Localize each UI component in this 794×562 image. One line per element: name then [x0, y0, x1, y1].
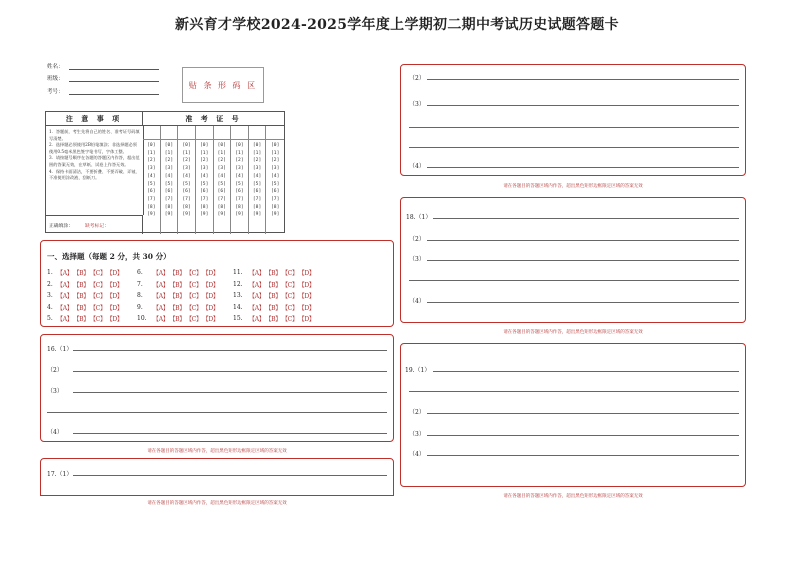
q18-part1-label: 18.（1） [406, 214, 432, 221]
page-title: 新兴育才学校2024-2025学年度上学期初二期中考试历史试题答题卡 [175, 17, 619, 33]
exam-id-digit-bubble[interactable]: [0] [235, 143, 244, 148]
exam-id-write-cell[interactable] [143, 126, 160, 140]
exam-id-digit-bubble[interactable]: [3] [182, 166, 191, 172]
notes-list [49, 129, 141, 182]
choice-option-bubble[interactable]: 【D】 [298, 270, 315, 277]
answer-area-warning: 请在各题目的答题区域内作答，超出黑色矩形边框限定区域的答案无效 [503, 494, 643, 499]
exam-id-column [266, 126, 284, 234]
exam-id-digit-bubble[interactable]: [4] [164, 173, 174, 179]
choice-option-bubble[interactable]: 【B】 [169, 281, 185, 289]
choice-option-bubble[interactable]: 【D】 [106, 316, 123, 323]
choice-question-number: 5. [47, 315, 53, 322]
exam-id-digit-bubble[interactable]: [2] [235, 158, 244, 164]
choice-option-bubble[interactable]: 【D】 [106, 304, 123, 312]
choice-grid [47, 268, 387, 324]
name-line[interactable] [69, 64, 159, 70]
exam-number-label: 考号： [47, 89, 64, 95]
exam-id-digit-list [178, 140, 195, 219]
choice-option-bubble[interactable]: 【D】 [106, 270, 123, 277]
exam-id-digit-bubble[interactable]: [4] [200, 173, 209, 179]
answer-area-warning: 请在各题目的答题区域内作答，超出黑色矩形边框限定区域的答案无效 [503, 184, 643, 189]
choice-option-bubble[interactable]: 【C】 [89, 304, 106, 312]
choice-question-row [137, 280, 220, 289]
exam-id-write-cell[interactable] [161, 126, 178, 140]
q16-part4-label: （4） [47, 429, 63, 436]
choice-option-bubble[interactable]: 【D】 [202, 304, 219, 312]
choice-question-row [233, 280, 316, 289]
exam-id-digit-bubble[interactable]: [3] [252, 166, 262, 172]
note-item: 4．保持卡面清洁，不要折叠、不要弄破、弄皱，不准使用涂改液、刮纸刀。 [49, 168, 140, 181]
choice-question-number: 15. [233, 315, 243, 322]
exam-id-digit-bubble[interactable]: [9] [252, 212, 262, 218]
exam-id-digit-bubble[interactable]: [8] [164, 204, 174, 210]
q17-part1-label: 17.（1） [47, 471, 73, 478]
exam-id-digit-bubble[interactable]: [8] [235, 204, 244, 210]
q17-part2-line[interactable] [427, 79, 739, 80]
exam-id-digit-bubble[interactable]: [4] [182, 173, 191, 179]
exam-id-column [178, 126, 196, 234]
choice-option-bubble[interactable]: 【A】 [153, 270, 169, 277]
choice-option-bubble[interactable]: 【C】 [281, 293, 298, 300]
choice-option-bubble[interactable]: 【D】 [298, 316, 315, 323]
exam-id-digit-bubble[interactable]: [2] [217, 158, 226, 164]
exam-id-digit-bubble[interactable]: [2] [182, 158, 191, 164]
q19-part3-line[interactable] [427, 435, 739, 436]
barcode-label: 贴 条 形 码 区 [188, 80, 258, 90]
exam-id-digit-bubble[interactable]: [9] [271, 212, 280, 218]
exam-id-digit-bubble[interactable]: [7] [164, 196, 174, 202]
question-18-box [400, 197, 746, 323]
exam-id-digit-bubble[interactable]: [6] [217, 189, 226, 195]
q17-part3-line[interactable] [427, 105, 739, 106]
question-19-box [400, 343, 746, 487]
exam-id-column [214, 126, 232, 234]
choice-option-bubble[interactable]: 【C】 [89, 270, 106, 277]
q19-part4-label: （4） [409, 451, 425, 458]
exam-id-digit-bubble[interactable]: [6] [271, 189, 280, 195]
choice-option-bubble[interactable]: 【C】 [185, 293, 202, 300]
choice-option-bubble[interactable]: 【D】 [298, 293, 315, 300]
answer-area-warning: 请在各题目的答题区域内作答，超出黑色矩形边框限定区域的答案无效 [147, 449, 287, 454]
choice-option-bubble[interactable]: 【B】 [265, 316, 281, 323]
exam-id-digit-bubble[interactable]: [3] [235, 166, 244, 172]
exam-id-digit-bubble[interactable]: [7] [235, 196, 244, 202]
exam-id-digit-bubble[interactable]: [2] [164, 158, 174, 164]
choice-option-bubble[interactable]: 【B】 [265, 281, 281, 289]
exam-id-write-cell[interactable] [249, 126, 266, 140]
exam-id-digit-bubble[interactable]: [4] [217, 173, 226, 179]
q19-part1-line[interactable] [433, 371, 739, 372]
exam-id-digit-bubble[interactable]: [6] [252, 189, 262, 195]
answer-area-warning: 请在各题目的答题区域内作答，超出黑色矩形边框限定区域的答案无效 [503, 330, 643, 335]
exam-id-digit-bubble[interactable]: [0] [271, 143, 280, 148]
choice-question-number: 1. [47, 269, 53, 276]
choice-question-number: 11. [233, 269, 243, 276]
choice-option-bubble[interactable]: 【B】 [73, 316, 89, 323]
choice-option-bubble[interactable]: 【A】 [57, 293, 73, 300]
choice-option-bubble[interactable]: 【C】 [185, 270, 202, 277]
choice-option-bubble[interactable]: 【A】 [249, 293, 265, 300]
q17-part2-label: （2） [409, 75, 425, 82]
choice-question-number: 13. [233, 292, 243, 299]
exam-id-digit-bubble[interactable]: [1] [217, 150, 226, 156]
choice-question-row [137, 268, 220, 277]
exam-id-digit-bubble[interactable]: [1] [182, 150, 191, 156]
exam-number-field[interactable] [47, 87, 159, 95]
exam-id-write-cell[interactable] [196, 126, 213, 140]
choice-option-bubble[interactable]: 【D】 [202, 270, 219, 277]
answer-area-warning: 请在各题目的答题区域内作答，超出黑色矩形边框限定区域的答案无效 [147, 501, 287, 506]
choice-option-bubble[interactable]: 【B】 [73, 281, 89, 289]
q18-part3-label: （3） [409, 256, 425, 263]
choice-question-row [233, 291, 316, 300]
exam-id-digit-bubble[interactable]: [6] [200, 189, 209, 195]
exam-id-digit-bubble[interactable]: [7] [200, 196, 209, 202]
choice-option-bubble[interactable]: 【A】 [57, 316, 73, 323]
choice-question-number: 10. [137, 315, 147, 322]
note-item: 1．答题前，考生先将自己的姓名、准考证号码填写清楚。 [49, 129, 140, 141]
exam-number-line[interactable] [69, 89, 159, 95]
choice-question-row [47, 314, 124, 323]
exam-id-write-cell[interactable] [266, 126, 284, 140]
choice-option-bubble[interactable]: 【A】 [249, 270, 265, 277]
q19-part3-label: （3） [409, 431, 425, 438]
q17-part4-line[interactable] [427, 167, 739, 168]
choice-question-row [137, 291, 220, 300]
choice-question-row [47, 291, 124, 300]
exam-id-digit-bubble[interactable]: [0] [164, 143, 174, 148]
exam-id-digit-list [214, 140, 231, 219]
choice-question-row [47, 303, 124, 312]
exam-id-digit-bubble[interactable]: [7] [252, 196, 262, 202]
choice-section [40, 240, 394, 327]
exam-id-digit-bubble[interactable]: [3] [147, 166, 156, 172]
q17-part4-label: （4） [409, 163, 425, 170]
exam-id-digit-bubble[interactable]: [5] [217, 181, 226, 187]
choice-option-bubble[interactable]: 【A】 [57, 270, 73, 277]
exam-id-digit-bubble[interactable]: [5] [200, 181, 209, 187]
choice-option-bubble[interactable]: 【C】 [185, 304, 202, 312]
question-16-box [40, 334, 394, 442]
exam-id-column [231, 126, 249, 234]
choice-option-bubble[interactable]: 【A】 [153, 281, 169, 289]
choice-question-row [233, 314, 316, 323]
q18-part2-line[interactable] [427, 240, 739, 241]
choice-question-number: 7. [137, 280, 143, 288]
q16-part2-line[interactable] [73, 371, 387, 372]
choice-option-bubble[interactable]: 【C】 [281, 270, 298, 277]
choice-option-bubble[interactable]: 【D】 [106, 293, 123, 300]
question-17-box [40, 458, 394, 496]
choice-option-bubble[interactable]: 【A】 [57, 304, 73, 312]
exam-id-digit-bubble[interactable]: [8] [271, 204, 280, 210]
choice-option-bubble[interactable]: 【C】 [281, 304, 298, 312]
exam-id-digit-bubble[interactable]: [7] [217, 196, 226, 202]
choice-option-bubble[interactable]: 【D】 [202, 316, 219, 323]
choice-option-bubble[interactable]: 【D】 [298, 304, 315, 312]
choice-option-bubble[interactable]: 【B】 [265, 304, 281, 312]
exam-id-digit-bubble[interactable]: [0] [182, 143, 191, 148]
correct-fill-label: 正确填涂： [49, 223, 73, 229]
q19-extra-line[interactable] [409, 391, 739, 392]
exam-id-write-cell[interactable] [214, 126, 231, 140]
choice-option-bubble[interactable]: 【B】 [73, 304, 89, 312]
choice-option-bubble[interactable]: 【A】 [249, 281, 265, 289]
q18-part1-line[interactable] [433, 218, 739, 219]
choice-option-bubble[interactable]: 【D】 [106, 281, 123, 289]
note-item: 2．选择题必须使用2B铅笔填涂；非选择题必须使用0.5毫米黑色签字笔书写，字体工整。 [49, 142, 137, 154]
q17-part1-line[interactable] [73, 475, 387, 476]
exam-id-digit-bubble[interactable]: [0] [252, 143, 262, 148]
exam-id-digit-list [249, 140, 266, 219]
choice-option-bubble[interactable]: 【B】 [169, 304, 185, 312]
exam-id-digit-bubble[interactable]: [8] [217, 204, 226, 210]
choice-option-bubble[interactable]: 【A】 [249, 304, 265, 312]
choice-option-bubble[interactable]: 【B】 [169, 316, 185, 323]
q18-extra-line[interactable] [409, 280, 739, 281]
exam-id-digit-bubble[interactable]: [9] [200, 212, 209, 218]
exam-id-digit-bubble[interactable]: [3] [164, 166, 174, 172]
choice-option-bubble[interactable]: 【A】 [57, 281, 73, 289]
choice-question-row [137, 303, 220, 312]
exam-id-digit-bubble[interactable]: [9] [182, 212, 191, 218]
exam-id-digit-bubble[interactable]: [0] [217, 143, 226, 148]
q16-part4-line[interactable] [73, 433, 387, 434]
exam-id-digit-bubble[interactable]: [2] [200, 158, 209, 164]
choice-option-bubble[interactable]: 【C】 [185, 281, 202, 289]
exam-id-digit-bubble[interactable]: [4] [271, 173, 280, 179]
choice-option-bubble[interactable]: 【C】 [89, 316, 106, 323]
choice-question-row [233, 303, 316, 312]
exam-id-digit-bubble[interactable]: [6] [182, 189, 191, 195]
choice-option-bubble[interactable]: 【B】 [265, 293, 281, 300]
choice-option-bubble[interactable]: 【B】 [169, 293, 185, 300]
class-field[interactable] [47, 74, 159, 82]
notes-heading: 注 意 事 项 [46, 112, 143, 126]
exam-id-digit-list [231, 140, 248, 219]
choice-question-number: 6. [137, 269, 143, 276]
q16-part1-label: 16.（1） [47, 346, 73, 353]
exam-id-column [196, 126, 214, 234]
exam-id-digit-bubble[interactable]: [1] [235, 150, 244, 156]
q16-extra-line[interactable] [47, 412, 387, 413]
exam-id-digit-bubble[interactable]: [2] [252, 158, 262, 164]
exam-id-digit-bubble[interactable]: [3] [200, 166, 209, 172]
exam-id-digit-list [143, 140, 160, 219]
q16-part2-label: （2） [47, 367, 63, 374]
exam-id-write-cell[interactable] [231, 126, 248, 140]
choice-question-number: 3. [47, 292, 53, 299]
q18-part4-label: （4） [409, 298, 425, 305]
exam-id-digit-bubble[interactable]: [5] [235, 181, 244, 187]
q18-part2-label: （2） [409, 236, 425, 243]
exam-id-digit-bubble[interactable]: [0] [147, 143, 156, 148]
exam-id-digit-list [266, 140, 284, 219]
q19-part4-line[interactable] [427, 455, 739, 456]
exam-id-digit-bubble[interactable]: [9] [147, 212, 156, 218]
q19-part2-line[interactable] [427, 413, 739, 414]
q16-part3-line[interactable] [73, 392, 387, 393]
q17-extra-line[interactable] [409, 127, 739, 128]
exam-id-digit-bubble[interactable]: [3] [271, 166, 280, 172]
choice-option-bubble[interactable]: 【C】 [89, 293, 106, 300]
choice-option-bubble[interactable]: 【C】 [89, 281, 106, 289]
choice-option-bubble[interactable]: 【C】 [281, 281, 298, 289]
choice-question-row [47, 268, 124, 277]
exam-id-digit-bubble[interactable]: [6] [147, 189, 156, 195]
notes-and-id-box [45, 111, 285, 233]
q19-part2-label: （2） [409, 409, 425, 416]
choice-option-bubble[interactable]: 【A】 [249, 316, 265, 323]
exam-id-digit-bubble[interactable]: [1] [271, 150, 280, 156]
choice-option-bubble[interactable]: 【C】 [185, 316, 202, 323]
exam-id-digit-bubble[interactable]: [5] [164, 181, 174, 187]
q17-extra-line[interactable] [409, 147, 739, 148]
exam-id-digit-bubble[interactable]: [5] [182, 181, 191, 187]
exam-id-digit-bubble[interactable]: [8] [200, 204, 209, 210]
exam-id-digit-bubble[interactable]: [8] [252, 204, 262, 210]
choice-question-row [137, 314, 220, 323]
exam-id-digit-list [196, 140, 213, 219]
choice-question-number: 14. [233, 303, 243, 311]
choice-section-title: 一、选择题（每题 2 分，共 30 分） [47, 252, 171, 261]
fill-example [46, 215, 143, 234]
name-field[interactable] [47, 62, 159, 70]
choice-option-bubble[interactable]: 【A】 [153, 304, 169, 312]
choice-option-bubble[interactable]: 【C】 [281, 316, 298, 323]
exam-id-digit-bubble[interactable]: [4] [147, 173, 156, 179]
choice-question-number: 2. [47, 280, 53, 288]
exam-id-digit-bubble[interactable]: [7] [182, 196, 191, 202]
exam-id-column [143, 126, 161, 234]
exam-id-digit-bubble[interactable]: [1] [147, 150, 156, 156]
choice-option-bubble[interactable]: 【A】 [153, 293, 169, 300]
exam-id-digit-bubble[interactable]: [9] [235, 212, 244, 218]
exam-id-grid [143, 126, 284, 234]
exam-id-digit-bubble[interactable]: [7] [147, 196, 156, 202]
q18-part3-line[interactable] [427, 260, 739, 261]
choice-question-row [47, 280, 124, 289]
choice-option-bubble[interactable]: 【B】 [169, 270, 185, 277]
exam-id-digit-bubble[interactable]: [3] [217, 166, 226, 172]
exam-id-column [161, 126, 179, 234]
class-line[interactable] [69, 76, 159, 82]
choice-option-bubble[interactable]: 【D】 [298, 281, 315, 289]
choice-option-bubble[interactable]: 【B】 [73, 293, 89, 300]
class-label: 班级： [47, 76, 64, 82]
q17-part3-label: （3） [409, 101, 425, 108]
choice-option-bubble[interactable]: 【D】 [202, 293, 219, 300]
choice-question-number: 8. [137, 292, 143, 299]
note-item: 3．请按题号顺序在各题的答题区内作答，超出范围的答案无效，在草纸、试卷上作答无效。 [49, 155, 140, 167]
exam-id-digit-bubble[interactable]: [2] [147, 158, 156, 164]
choice-question-row [233, 268, 316, 277]
q16-part1-line[interactable] [73, 350, 387, 351]
exam-id-column [249, 126, 267, 234]
choice-option-bubble[interactable]: 【B】 [73, 270, 89, 277]
exam-id-digit-bubble[interactable]: [6] [164, 189, 174, 195]
exam-id-digit-bubble[interactable]: [9] [217, 212, 226, 218]
choice-question-number: 4. [47, 303, 53, 311]
absent-mark-label[interactable]: 缺考标记： [85, 223, 109, 229]
exam-id-digit-bubble[interactable]: [9] [164, 212, 174, 218]
exam-id-digit-bubble[interactable]: [7] [271, 196, 280, 202]
exam-id-digit-bubble[interactable]: [1] [252, 150, 262, 156]
exam-id-digit-bubble[interactable]: [6] [235, 189, 244, 195]
exam-id-digit-bubble[interactable]: [5] [271, 181, 280, 187]
exam-id-digit-bubble[interactable]: [4] [235, 173, 244, 179]
exam-id-digit-bubble[interactable]: [0] [200, 143, 209, 148]
exam-id-digit-bubble[interactable]: [8] [182, 204, 191, 210]
q18-part4-line[interactable] [427, 302, 739, 303]
name-label: 姓名： [47, 64, 64, 70]
exam-id-digit-bubble[interactable]: [4] [252, 173, 262, 179]
choice-option-bubble[interactable]: 【D】 [202, 281, 219, 289]
exam-id-digit-bubble[interactable]: [1] [200, 150, 209, 156]
exam-id-write-cell[interactable] [178, 126, 195, 140]
q19-part1-label: 19.（1） [405, 367, 431, 374]
choice-question-number: 9. [137, 303, 143, 311]
exam-id-digit-bubble[interactable]: [5] [252, 181, 262, 187]
choice-option-bubble[interactable]: 【A】 [153, 316, 169, 323]
exam-id-digit-bubble[interactable]: [5] [147, 181, 156, 187]
choice-question-number: 12. [233, 280, 243, 288]
exam-id-digit-bubble[interactable]: [1] [164, 150, 174, 156]
choice-option-bubble[interactable]: 【B】 [265, 270, 281, 277]
q16-part3-label: （3） [47, 388, 63, 395]
question-17-continued-box [400, 64, 746, 176]
exam-id-digit-bubble[interactable]: [8] [147, 204, 156, 210]
barcode-area [182, 67, 264, 103]
exam-id-digit-list [161, 140, 178, 219]
exam-id-digit-bubble[interactable]: [2] [271, 158, 280, 164]
exam-id-heading: 准 考 证 号 [143, 112, 284, 126]
